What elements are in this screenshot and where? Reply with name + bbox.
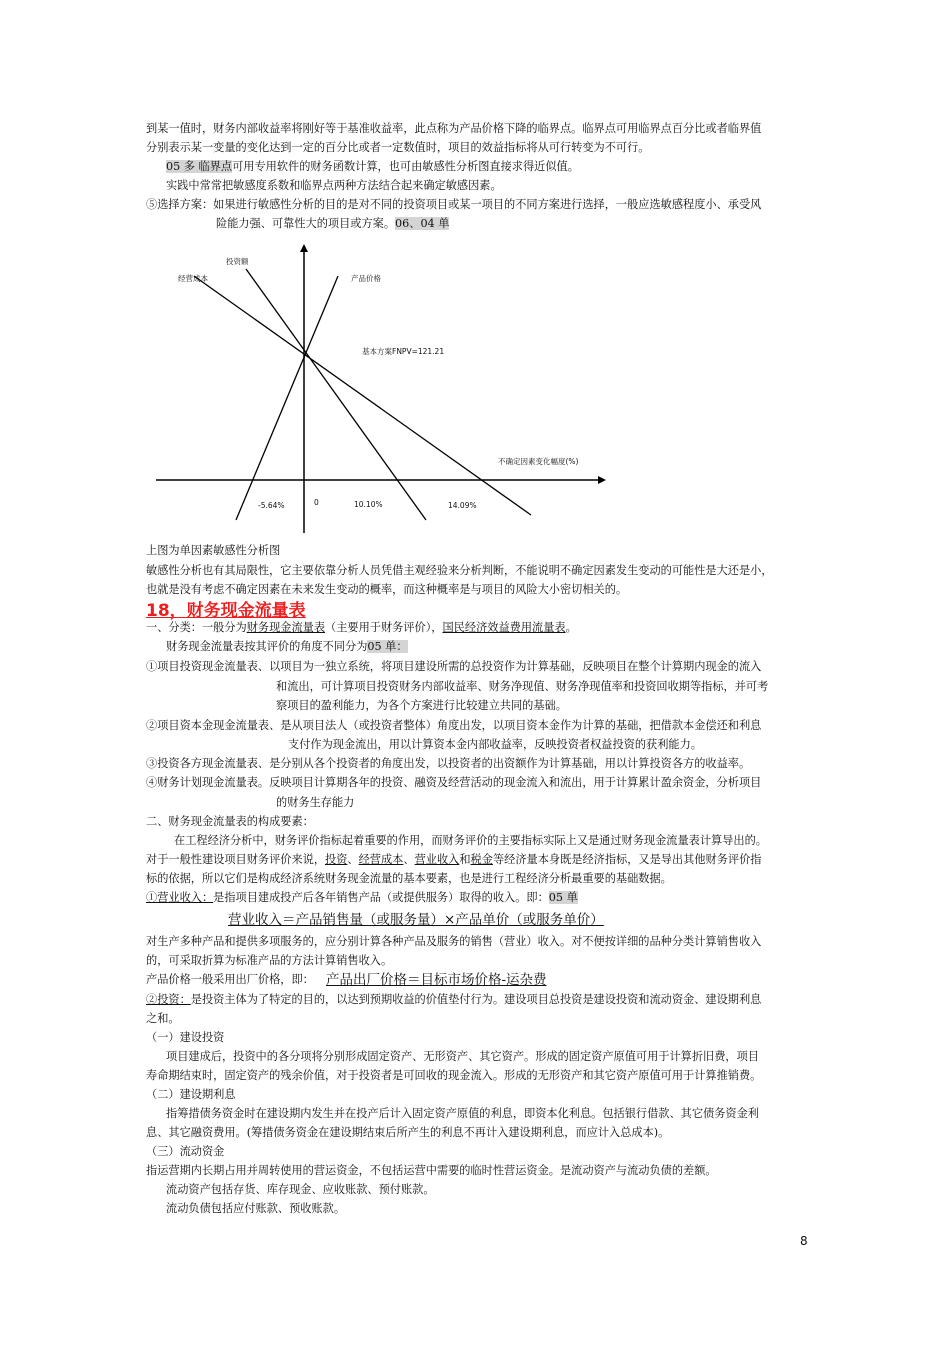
body-text: 流动资产包括存货、库存现金、应收账款、预付账款。: [166, 1183, 435, 1196]
body-text: 对于一般性建设项目财务评价来说，: [146, 853, 326, 866]
body-text: 分别表示某一变量的变化达到一定的百分比或者一定数值时，项目的效益指标将从可行转变为不可行。: [146, 141, 650, 154]
body-text: 实践中常常把敏感度系数和临界点两种方法结合起来确定敏感因素。: [166, 179, 502, 192]
underlined-term: 国民经济效益费用流量表: [442, 621, 566, 634]
list-item: 的财务生存能力: [276, 796, 355, 809]
body-text: 。: [565, 621, 577, 634]
underlined-term: 投资: [325, 853, 348, 866]
body-text: [146, 850, 811, 869]
tick-label: 10.10%: [354, 500, 383, 509]
body-text: 在工程经济分析中，财务评价指标起着重要的作用，而财务评价的主要指标实际上又是通过财务现金流量表计算导出的。: [174, 834, 767, 847]
body-text: 、: [403, 853, 415, 866]
body-text: 财务现金流量表按其评价的角度不同分为: [166, 640, 368, 653]
base-case-label: 基本方案FNPV=121.21: [362, 347, 445, 356]
body-text: 寿命期结束时，固定资产的残余价值，对于投资者是可回收的现金流入。形成的无形资产和其它资产原值可用于计算推销费。: [146, 1069, 762, 1082]
body-text: 等经济量本身既是经济指标，又是导出其他财务评价指: [492, 853, 762, 866]
body-text: 指运营期内长期占用并周转使用的营运资金，不包括运营中需要的临时性营运资金。是流动资产与流动负债的差额。: [146, 1164, 717, 1177]
underlined-term: 财务现金流量表: [246, 621, 326, 634]
series-label: 经营成本: [178, 274, 208, 283]
list-item: ②项目资本金现金流量表、是从项目法人（或投资者整体）角度出发，以项目资本金作为计算的基础，把借款本金偿还和利息: [146, 719, 762, 732]
sensitivity-chart: [146, 240, 616, 540]
tick-label: -5.64%: [258, 501, 285, 510]
list-item: 支付作为现金流出，用以计算资本金内部收益率，反映投资者权益投资的获利能力。: [288, 738, 702, 751]
exam-tag: 05 单: [548, 891, 578, 904]
formula-revenue: 营业收入＝产品销售量（或服务量）×产品单价（或服务单价）: [228, 912, 604, 928]
underlined-term: 税金: [470, 853, 493, 866]
body-text: 是投资主体为了特定的目的，以达到预期收益的价值垫付行为。建设项目总投资是建设投资和流动资金、建设期利息: [190, 993, 762, 1006]
body-text: 到某一值时，财务内部收益率将刚好等于基准收益率，此点称为产品价格下降的临界点。临界点可用临界点百分比或者临界值: [146, 122, 762, 135]
body-text: [146, 990, 811, 1009]
body-text: [216, 214, 881, 233]
body-text: 标的依据，所以它们是构成经济系统财务现金流量的基本要素，也是进行工程经济分析最重要的基础数据。: [146, 872, 672, 885]
chart-caption: 上图为单因素敏感性分析图: [146, 544, 281, 557]
underlined-term: 营业收入: [414, 853, 460, 866]
tick-label: 14.09%: [448, 501, 477, 510]
underlined-term: 经营成本: [358, 853, 404, 866]
exam-tag: 05 多 临界点: [166, 160, 233, 173]
list-item: ④财务计划现金流量表。反映项目计算期各年的投资、融资及经营活动的现金流入和流出，用于计算累计盈余资金，分析项目: [146, 776, 762, 789]
list-item: 和流出，可计算项目投资财务内部收益率、财务净现值、财务净现值率和投资回收期等指标，并可考: [276, 680, 769, 693]
y-axis-arrow: [300, 244, 308, 252]
body-text: 敏感性分析也有其局限性，它主要依靠分析人员凭借主观经验来分析判断，不能说明不确定因素发生变动的可能性是大还是小，: [146, 564, 773, 577]
chart-svg: [146, 240, 616, 540]
body-text: [166, 157, 831, 176]
body-text: 可用专用软件的财务函数计算，也可由敏感性分析图直接求得近似值。: [232, 160, 579, 173]
section-title: 二、财务现金流量表的构成要素：: [146, 815, 314, 828]
series-label: 产品价格: [351, 274, 381, 283]
subsection-title: （二）建设期利息: [146, 1088, 236, 1101]
x-axis-label: 不确定因素变化幅度(%): [498, 457, 579, 466]
series-line-investment: [246, 269, 426, 520]
subsection-title: （一）建设投资: [146, 1031, 225, 1044]
body-text: 之和。: [146, 1012, 180, 1025]
list-item: ①项目投资现金流量表、以项目为一独立系统，将项目建设所需的总投资作为计算基础，反映项目在整个计算期内现金的流入: [146, 660, 762, 673]
body-text: 对生产多种产品和提供多项服务的，应分别计算各种产品及服务的销售（营业）收入。对不便按详细的品种分类计算销售收入: [146, 935, 762, 948]
exam-tag: 05 单：: [367, 640, 408, 653]
body-text: 、: [347, 853, 359, 866]
body-text: 产品价格一般采用出厂价格，即：: [146, 973, 314, 986]
body-text: 也就是没有考虑不确定因素在未来发生变动的概率，而这种概率是与项目的风险大小密切相关的。: [146, 583, 628, 596]
body-text: 的，可采取折算为标准产品的方法计算销售收入。: [146, 954, 393, 967]
body-text: 一、分类：一般分为: [146, 621, 247, 634]
subsection-title: （三）流动资金: [146, 1145, 225, 1158]
tick-label: 0: [314, 498, 319, 507]
underlined-term: ②投资：: [146, 993, 191, 1006]
body-text: 险能力强、可靠性大的项目或方案。: [216, 217, 396, 230]
page-number: 8: [800, 1234, 808, 1248]
underlined-term: ①营业收入：: [146, 891, 214, 904]
body-text: （主要用于财务评价），: [325, 621, 443, 634]
body-text: 和: [459, 853, 471, 866]
series-line-product-price: [236, 276, 338, 520]
body-text: 息、其它融资费用。(筹措债务资金在建设期结束后所产生的利息不再计入建设期利息，而应计入总成本)。: [146, 1126, 670, 1139]
x-axis-arrow: [598, 476, 606, 484]
body-text: 指筹措债务资金时在建设期内发生并在投产后计入固定资产原值的利息，即资本化利息。包括银行借款、其它债务资金利: [166, 1107, 759, 1120]
formula-ex-factory-price: 产品出厂价格＝目标市场价格-运杂费: [326, 972, 547, 988]
list-item: 察项目的盈利能力，为各个方案进行比较建立共同的基础。: [276, 699, 567, 712]
section-heading: 18，财务现金流量表: [146, 601, 306, 621]
body-text: 流动负债包括应付账款、预收账款。: [166, 1202, 346, 1215]
series-label: 投资额: [226, 257, 249, 266]
series-line-operating-cost: [194, 276, 531, 515]
body-text: 项目建成后，投资中的各分项将分别形成固定资产、无形资产、其它资产。形成的固定资产原值可用于计算折旧费，项目: [166, 1050, 759, 1063]
body-text: [166, 637, 831, 656]
exam-tag: 06、04 单: [395, 217, 450, 230]
body-text: [146, 618, 811, 637]
body-text: [146, 888, 811, 907]
body-text: ⑤选择方案：如果进行敏感性分析的目的是对不同的投资项目或某一项目的不同方案进行选择，一般应选敏感程度小、承受风: [146, 198, 762, 211]
body-text: 是指项目建成投产后各年销售产品（或提供服务）取得的收入。即：: [213, 891, 549, 904]
list-item: ③投资各方现金流量表、是分别从各个投资者的角度出发，以投资者的出资额作为计算基础，用以计算投资各方的收益率。: [146, 757, 751, 770]
